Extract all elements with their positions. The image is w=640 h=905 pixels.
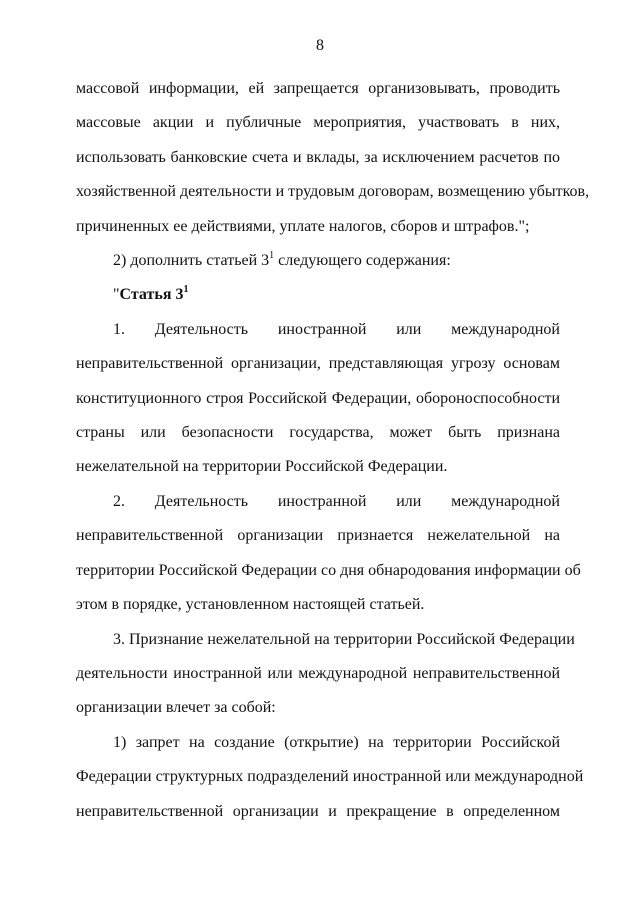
text-line: неправительственной организации, представляющая угрозу основам [76,355,560,373]
clause-3 [76,623,575,726]
text-line: хозяйственной деятельности и трудовым договорам, возмещению убытков, [76,183,590,201]
text-line: использовать банковские счета и вклады, за исключением расчетов по [76,148,560,166]
text-line: организации влечет за собой: [76,699,276,717]
heading-superscript: 1 [183,284,189,296]
clause-1 [76,313,560,485]
paragraph-continuation [76,72,590,244]
clause-2 [76,485,581,623]
text-line: неправительственной организации признается нежелательной на [76,527,560,545]
text-line: 1) запрет на создание (открытие) на территории Российской [113,733,560,751]
text-line: нежелательной на территории Российской Федерации. [76,458,448,476]
text-line: причиненных ее действиями, уплате налогов, сборов и штрафов."; [76,217,530,235]
text-line: 2. Деятельность иностранной или международной [113,492,560,510]
text-line: страны или безопасности государства, может быть признана [76,424,560,442]
page-number: 8 [316,37,324,54]
text-line: 3. Признание нежелательной на территории Российской Федерации [113,630,575,648]
text-line: территории Российской Федерации со дня обнародования информации об [76,561,581,579]
text-line: неправительственной организации и прекращение в определенном [76,802,560,820]
subclause-1 [76,726,584,829]
text-line: Федерации структурных подразделений иностранной или международной [76,768,584,786]
text-line: деятельности иностранной или международной неправительственной [76,664,560,682]
superscript: 1 [269,249,275,261]
amendment-text: 2) дополнить статьей 3 [113,252,270,270]
text-line: конституционного строя Российской Федерации, обороноспособности [76,389,560,407]
heading-quote: " [113,286,120,304]
heading-text: Статья 3 [119,286,184,304]
text-line: массовые акции и публичные мероприятия, участвовать в них, [76,114,560,132]
text-line: 1. Деятельность иностранной или международной [113,320,560,338]
article-heading [76,278,560,312]
amendment-text-end: следующего содержания: [274,252,451,270]
paragraph-amendment [76,244,560,278]
text-line: массовой информации, ей запрещается организовывать, проводить [76,80,560,97]
text-line: этом в порядке, установленном настоящей статьей. [76,596,425,614]
document-body [76,72,590,829]
